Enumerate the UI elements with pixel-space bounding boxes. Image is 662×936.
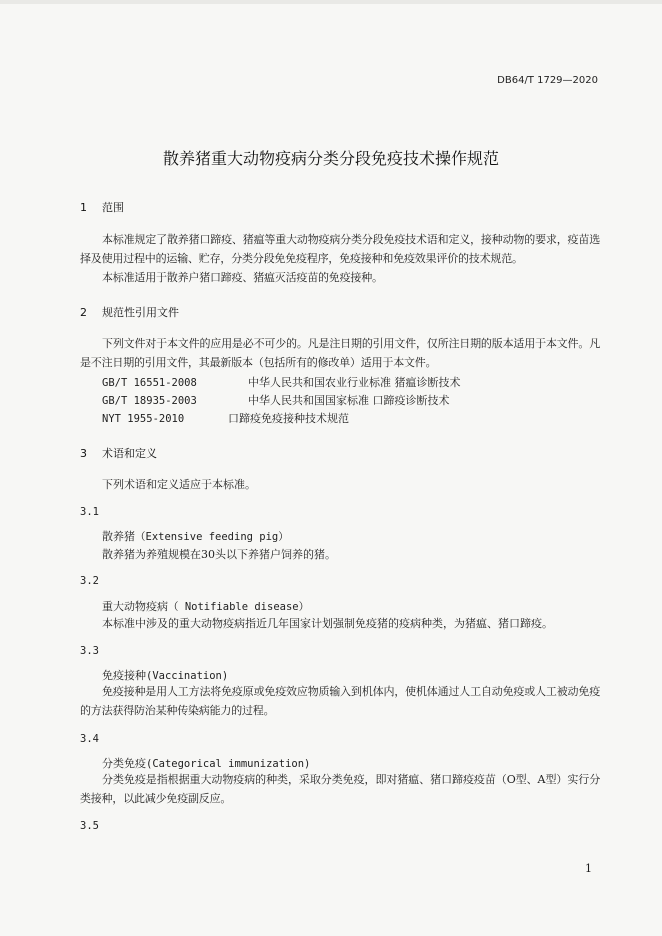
document-code: DB64/T 1729—2020 [497, 75, 598, 86]
reference-title: 中华人民共和国国家标准 口蹄疫诊断技术 [248, 394, 450, 407]
term-heading [102, 667, 228, 683]
term-definition: 散养猪为养殖规模在30头以下养猪户饲养的猪。 [102, 548, 336, 561]
term-name: 免疫接种 [102, 669, 146, 682]
term-heading [102, 755, 310, 771]
term-name: 分类免疫 [102, 757, 146, 770]
term-heading [102, 528, 289, 544]
term-english: (Categorical immunization) [146, 758, 311, 770]
section-number: 3 [80, 447, 87, 460]
term-english: (Vaccination) [146, 670, 229, 682]
reference-row [102, 392, 450, 408]
terms-intro: 下列术语和定义适应于本标准。 [102, 478, 256, 491]
section-1-heading [80, 199, 124, 215]
term-english: （Extensive feeding pig） [135, 531, 289, 543]
term-number: 3.1 [80, 506, 99, 518]
reference-row [102, 410, 349, 426]
term-english: （ Notifiable disease） [168, 601, 310, 613]
term-definition: 本标准中涉及的重大动物疫病指近几年国家计划强制免疫猪的疫病种类，为猪瘟、猪口蹄疫。 [102, 617, 553, 630]
term-number: 3.4 [80, 733, 99, 745]
reference-title: 中华人民共和国农业行业标准 猪瘟诊断技术 [248, 376, 461, 389]
reference-row [102, 374, 461, 390]
term-number: 3.5 [80, 820, 99, 832]
page-number: 1 [585, 862, 592, 875]
term-definition: 免疫接种是用人工方法将免疫原或免疫效应物质输入到机体内，使机体通过人工自动免疫或人工被动免疫的方法获得防治某种传染病能力的过程。 [80, 685, 600, 717]
section-number: 1 [80, 201, 87, 214]
page-top-edge [0, 0, 662, 4]
term-heading [102, 598, 309, 614]
scope-paragraph-2: 本标准适用于散养户猪口蹄疫、猪瘟灭活疫苗的免疫接种。 [102, 271, 383, 284]
reference-code: GB/T 18935-2003 [102, 395, 197, 407]
term-name: 重大动物疫病 [102, 600, 168, 613]
section-3-heading [80, 445, 157, 461]
term-definition: 分类免疫是指根据重大动物疫病的种类，采取分类免疫，即对猪瘟、猪口蹄疫疫苗（O型、A型）实行分类接种，以此减少免疫副反应。 [80, 773, 600, 805]
section-title: 范围 [102, 201, 124, 214]
term-number: 3.2 [80, 575, 99, 587]
reference-title: 口蹄疫免疫接种技术规范 [228, 412, 349, 425]
section-2-heading [80, 304, 179, 320]
scope-paragraph-1: 本标准规定了散养猪口蹄疫、猪瘟等重大动物疫病分类分段免疫技术语和定义，接种动物的要求，疫苗选择及使用过程中的运输、贮存，分类分段免免疫程序，免疫接种和免疫效果评价的技术规范。 [80, 233, 600, 265]
reference-code: GB/T 16551-2008 [102, 377, 197, 389]
term-number: 3.3 [80, 645, 99, 657]
section-number: 2 [80, 306, 87, 319]
section-title: 规范性引用文件 [102, 306, 179, 319]
reference-code: NYT 1955-2010 [102, 413, 185, 425]
document-title: 散养猪重大动物疫病分类分段免疫技术操作规范 [162, 149, 499, 168]
normative-paragraph: 下列文件对于本文件的应用是必不可少的。凡是注日期的引用文件，仅所注日期的版本适用于本文件。凡是不注日期的引用文件，其最新版本（包括所有的修改单）适用于本文件。 [80, 337, 600, 369]
section-title: 术语和定义 [102, 447, 157, 460]
term-name: 散养猪 [102, 530, 135, 543]
